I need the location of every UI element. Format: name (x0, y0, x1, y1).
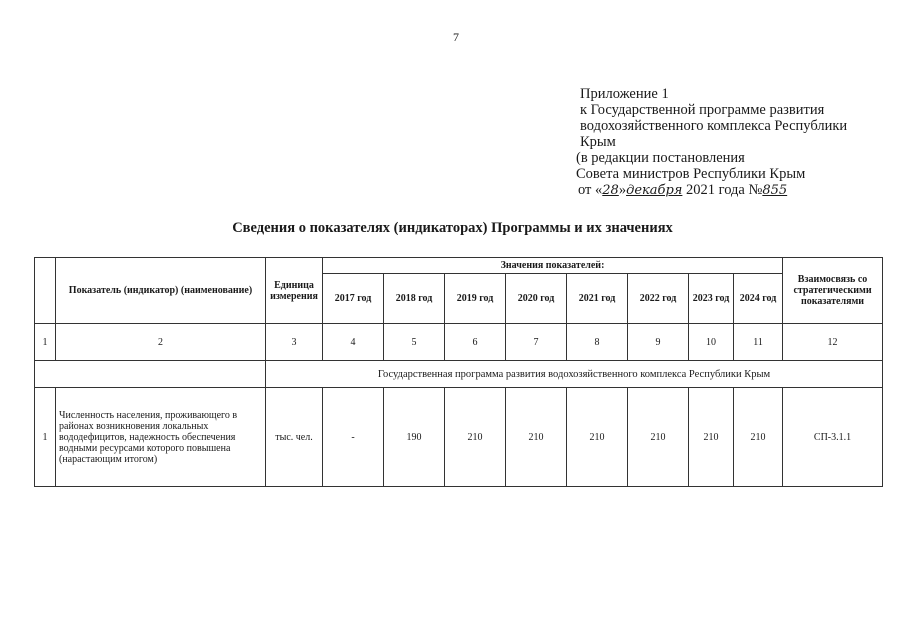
column-number: 5 (384, 324, 445, 361)
column-number: 3 (266, 324, 323, 361)
column-number: 6 (445, 324, 506, 361)
document-title: Сведения о показателях (индикаторах) Программы и их значениях (232, 220, 673, 236)
appendix-date-line (560, 182, 880, 199)
header-year: 2017 год (323, 274, 384, 324)
date-day-handwritten: 28 (602, 183, 619, 198)
header-values-group: Значения показателей: (323, 258, 783, 274)
header-row-1 (35, 258, 883, 274)
appendix-line: Крым (580, 134, 616, 150)
row-value: - (323, 388, 384, 487)
column-number: 12 (783, 324, 883, 361)
header-year: 2018 год (384, 274, 445, 324)
row-num: 1 (35, 388, 56, 487)
page-number: 7 (453, 30, 459, 44)
section-title: Государственная программа развития водохозяйственного комплекса Республики Крым (266, 361, 883, 388)
header-year: 2022 год (628, 274, 689, 324)
indicators-table (34, 257, 883, 487)
row-value: 190 (384, 388, 445, 487)
column-number: 8 (567, 324, 628, 361)
header-unit: Единица измерения (266, 258, 323, 324)
doc-number-handwritten: 855 (762, 183, 788, 198)
column-number: 7 (506, 324, 567, 361)
header-year: 2019 год (445, 274, 506, 324)
row-value: 210 (734, 388, 783, 487)
row-value: 210 (689, 388, 734, 487)
date-prefix: от « (578, 182, 603, 198)
appendix-line: водохозяйственного комплекса Республики (580, 118, 848, 134)
row-relation: СП-3.1.1 (783, 388, 883, 487)
appendix-line: Приложение 1 (580, 86, 669, 102)
column-number: 2 (56, 324, 266, 361)
header-year: 2021 год (567, 274, 628, 324)
header-indicator: Показатель (индикатор) (наименование) (56, 258, 266, 324)
row-value: 210 (506, 388, 567, 487)
appendix-line: (в редакции постановления (576, 150, 745, 166)
row-value: 210 (445, 388, 506, 487)
appendix-line: к Государственной программе развития (580, 102, 825, 118)
column-number: 4 (323, 324, 384, 361)
appendix-line: Совета министров Республики Крым (576, 166, 806, 182)
header-num-cell (35, 258, 56, 324)
section-row (35, 361, 883, 388)
date-quote: » (618, 182, 627, 198)
column-numbers-row (35, 324, 883, 361)
header-year: 2023 год (689, 274, 734, 324)
column-number: 11 (734, 324, 783, 361)
header-relation: Взаимосвязь со стратегическими показателями (783, 258, 883, 324)
row-value: 210 (567, 388, 628, 487)
row-unit: тыс. чел. (266, 388, 323, 487)
date-month-handwritten: декабря (626, 183, 683, 198)
row-indicator: Численность населения, проживающего в районах возникновения локальных вододефицитов, надежность обеспечения водными ресурсами которого повышена (нарастающим итогом) (56, 388, 266, 487)
column-number: 9 (628, 324, 689, 361)
row-value: 210 (628, 388, 689, 487)
appendix-block (560, 86, 880, 199)
table-row (35, 388, 883, 487)
date-year-text: 2021 года № (682, 182, 763, 198)
section-blank-cell (35, 361, 266, 388)
column-number: 1 (35, 324, 56, 361)
header-year: 2024 год (734, 274, 783, 324)
header-year: 2020 год (506, 274, 567, 324)
column-number: 10 (689, 324, 734, 361)
